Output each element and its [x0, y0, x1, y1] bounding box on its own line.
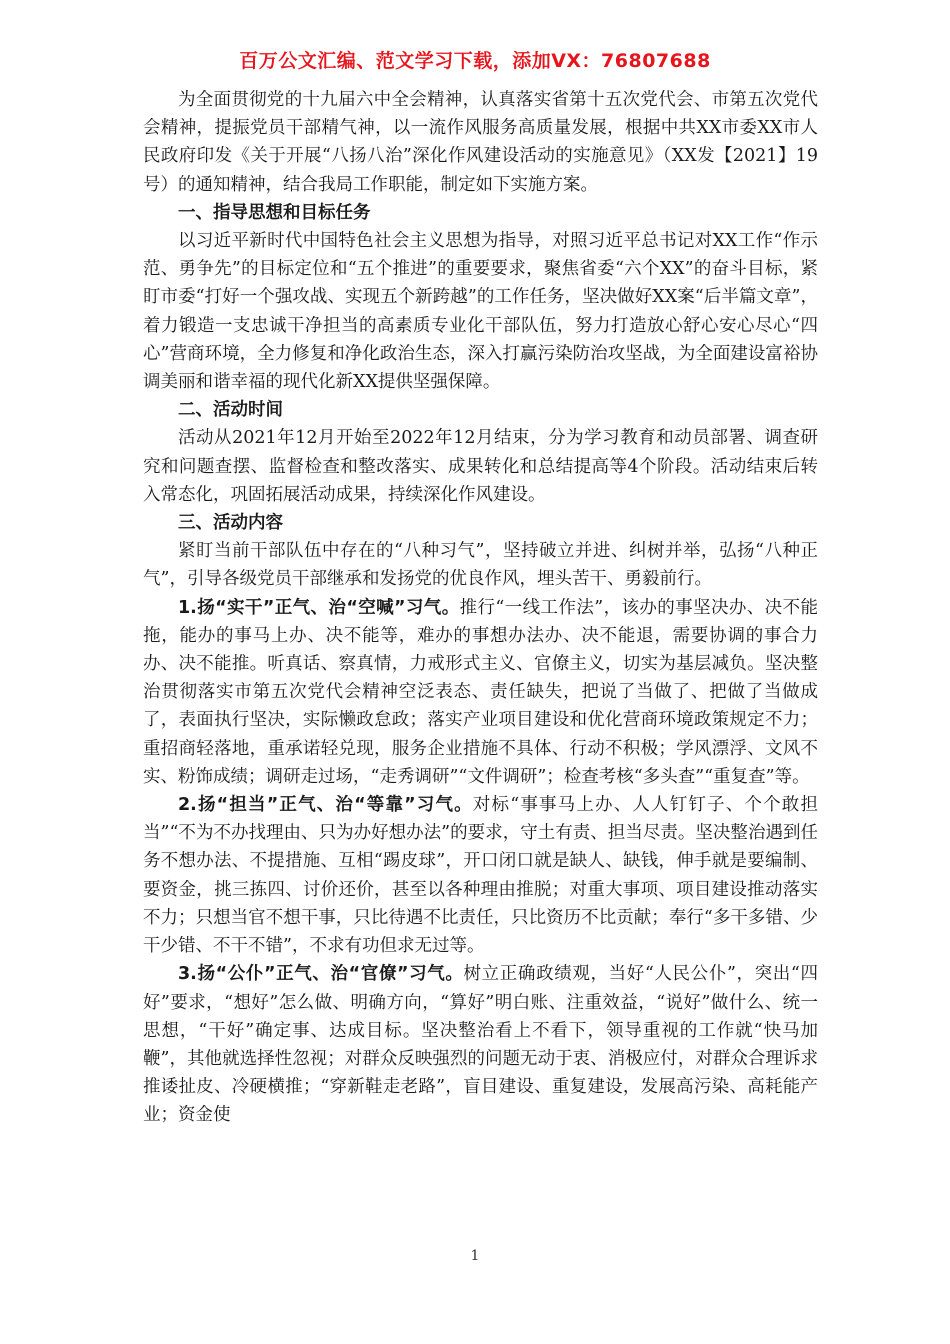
- header-banner: 百万公文汇编、范文学习下载，添加VX：76807688: [239, 50, 711, 72]
- section-paragraph-1: 以习近平新时代中国特色社会主义思想为指导，对照习近平总书记对XX工作“作示范、勇争先”的目标定位和“五个推进”的重要要求，聚焦省委“六个XX”的奋斗目标，紧盯市委“打好一个强攻战、实现五个新跨越”的工作任务，坚决做好XX案“后半篇文章”，着力锻造一支忠诚干净担当的高素质专业化干部队伍，努力打造放心舒心安心尽心“四心”营商环境，全力修复和净化政治生态，深入打赢污染防治攻坚战，为全面建设富裕协调美丽和谐幸福的现代化新XX提供坚强保障。: [143, 231, 818, 393]
- item-paragraph-3: [143, 960, 818, 1129]
- section-paragraph-3: 紧盯当前干部队伍中存在的“八种习气”，坚持破立并进、纠树并举，弘扬“八种正气”，引导各级党员干部继承和发扬党的优良作风，埋头苦干、勇毅前行。: [143, 541, 818, 590]
- section-heading-1: 一、指导思想和目标任务: [178, 202, 371, 223]
- item-title-1: 1.扬“实干”正气、治“空喊”习气。: [178, 597, 460, 618]
- page-number: 1: [470, 1248, 480, 1264]
- document-body: [143, 86, 818, 1130]
- section-heading-3: 三、活动内容: [178, 513, 283, 534]
- item-body-3: 树立正确政绩观，当好“人民公仆”，突出“四好”要求，“想好”怎么做、明确方向，“算好”明白账、注重效益，“说好”做什么、统一思想，“干好”确定事、达成目标。坚决整治看上不看下，领导重视的工作就“快马加鞭”，其他就选择性忽视；对群众反映强烈的问题无动于衷、消极应付，对群众合理诉求推诿扯皮、冷硬横推；“穿新鞋走老路”，盲目建设、重复建设，发展高污染、高耗能产业；资金使: [143, 964, 818, 1126]
- intro-paragraph: 为全面贯彻党的十九届六中全会精神，认真落实省第十五次党代会、市第五次党代会精神，提振党员干部精气神，以一流作风服务高质量发展，根据中共XX市委XX市人民政府印发《关于开展“八扬八治”深化作风建设活动的实施意见》（XX发【2021】19号）的通知精神，结合我局工作职能，制定如下实施方案。: [143, 90, 818, 195]
- section-paragraph-2: 活动从2021年12月开始至2022年12月结束，分为学习教育和动员部署、调查研究和问题查摆、监督检查和整改落实、成果转化和总结提高等4个阶段。活动结束后转入常态化，巩固拓展活动成果，持续深化作风建设。: [143, 428, 818, 505]
- item-body-2: 对标“事事马上办、人人钉钉子、个个敢担当”“不为不办找理由、只为办好想办法”的要求，守土有责、担当尽责。坚决整治遇到任务不想办法、不提措施、互相“踢皮球”，开口闭口就是缺人、缺钱，伸手就是要编制、要资金，挑三拣四、讨价还价，甚至以各种理由推脱；对重大事项、项目建设推动落实不力；只想当官不想干事，只比待遇不比责任，只比资历不比贡献；奉行“多干多错、少干少错、不干不错”，不求有功但求无过等。: [143, 795, 818, 957]
- item-title-3: 3.扬“公仆”正气、治“官僚”习气。: [178, 964, 464, 985]
- section-heading-2: 二、活动时间: [178, 400, 283, 421]
- item-body-1: 推行“一线工作法”，该办的事坚决办、决不能拖，能办的事马上办、决不能等，难办的事想办法办、决不能退，需要协调的事合力办、决不能推。听真话、察真情，力戒形式主义、官僚主义，切实为基层减负。坚决整治贯彻落实市第五次党代会精神空泛表态、责任缺失，把说了当做了、把做了当做成了，表面执行坚决，实际懒政怠政；落实产业项目建设和优化营商环境政策规定不力；重招商轻落地，重承诺轻兑现，服务企业措施不具体、行动不积极；学风漂浮、文风不实、粉饰成绩；调研走过场，“走秀调研”“文件调研”；检查考核“多头查”“重复查”等。: [143, 597, 818, 787]
- item-title-2: 2.扬“担当”正气、治“等靠”习气。: [178, 795, 473, 816]
- item-paragraph-1: [143, 594, 818, 791]
- item-paragraph-2: [143, 791, 818, 960]
